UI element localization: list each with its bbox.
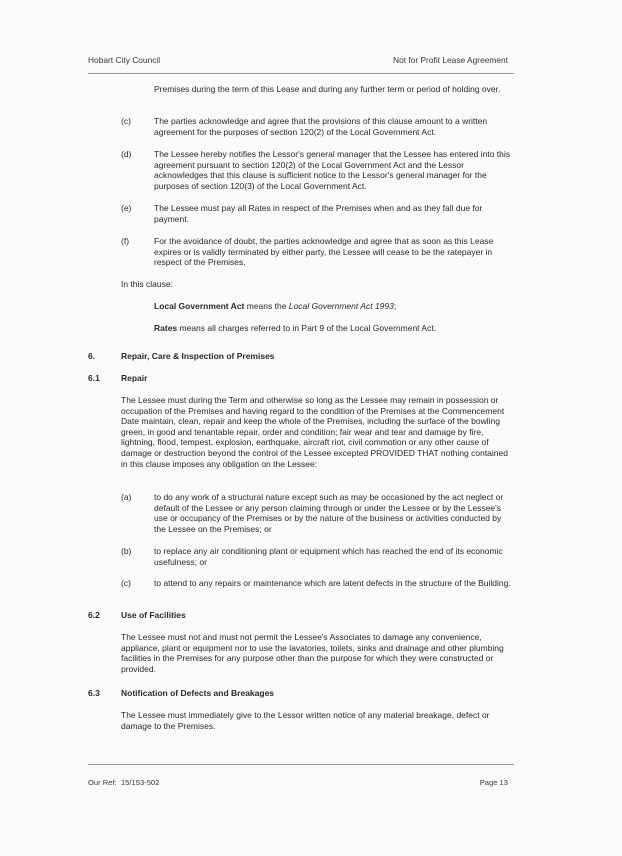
- item-label: (d): [121, 149, 132, 159]
- section-paragraph: The Lessee must during the Term and otherwise so long as the Lessee may remain in possession or occupation of the Premises and having regard to the condition of the Premises at the Commencement Date maintain, clean, repair and keep the whole of the Premises, including the surface of the bowling green, in good and tenantable repair, order and condition; fair wear and tear and damage by fire, lightning, flood, tempest, explosion, earthquake, aircraft riot, civil commotion or any other cause of damage or destruction beyond the control of the Lessee excepted PROVIDED THAT nothing contained in this clause imposes any obligation on the Lessee:: [121, 395, 508, 469]
- section-title: Notification of Defects and Breakages: [121, 688, 275, 698]
- page-number: Page 13: [479, 778, 508, 787]
- header-left: Hobart City Council: [88, 55, 161, 65]
- section-number: 6.1: [88, 373, 100, 383]
- section-paragraph: The Lessee must immediately give to the Lessor written notice of any material breakage, defect or damage to the Premises.: [121, 710, 490, 731]
- footer-ref: Our Ref: 15/153-502: [88, 778, 160, 787]
- item-text: For the avoidance of doubt, the parties acknowledge and agree that as soon as this Lease expires or is validly terminated by either party, the Lessee will cease to be the ratepayer in respect of the Premises.: [154, 236, 494, 268]
- item-label: (c): [121, 578, 131, 588]
- section-title: Repair, Care & Inspection of Premises: [121, 351, 275, 361]
- item-label: (e): [121, 203, 132, 213]
- header-rule: [88, 73, 514, 74]
- item-label: (c): [121, 116, 131, 126]
- footer-rule: [88, 764, 514, 765]
- in-this-clause: In this clause:: [121, 279, 173, 289]
- section-title: Repair: [121, 373, 148, 383]
- item-text: The Lessee must pay all Rates in respect of the Premises when and as they fall due for payment.: [154, 203, 483, 224]
- section-number: 6.: [88, 351, 96, 361]
- section-number: 6.3: [88, 688, 100, 698]
- section-paragraph: The Lessee must not and must not permit the Lessee's Associates to damage any convenience, appliance, plant or equipment nor to use the lavatories, toilets, sinks and drainage and other plumbing facilities in the Premises for any purpose other than the purpose for which they were constructed or provided.: [121, 632, 504, 674]
- header-right: Not for Profit Lease Agreement: [393, 55, 508, 65]
- item-text: The Lessee hereby notifies the Lessor's general manager that the Lessee has entered into this agreement pursuant to section 120(2) of the Local Government Act and the Lessor acknowledges that this clause is sufficient notice to the Lessor's general manager for the purposes of section 120(3) of the Local Government Act.: [154, 149, 511, 191]
- section-title: Use of Facilities: [121, 610, 186, 620]
- definition-rates: Rates means all charges referred to in Part 9 of the Local Government Act.: [154, 323, 437, 333]
- item-text: The parties acknowledge and agree that the provisions of this clause amount to a written agreement for the purposes of section 120(2) of the Local Government Act.: [154, 116, 488, 137]
- item-text: to attend to any repairs or maintenance which are latent defects in the structure of the Building.: [154, 578, 511, 588]
- item-label: (f): [121, 236, 130, 246]
- continued-paragraph: Premises during the term of this Lease and during any further term or period of holding over.: [154, 84, 501, 94]
- section-number: 6.2: [88, 610, 100, 620]
- definition-local-government-act: Local Government Act means the Local Government Act 1993;: [154, 301, 397, 311]
- item-text: to do any work of a structural nature except such as may be occasioned by the act neglect or default of the Lessee or any person claiming through or under the Lessee or by the Lessee's use or occupancy of the Premises or by the nature of the business or activities conducted by the Lessee on the Premises; or: [154, 492, 504, 534]
- item-label: (a): [121, 492, 132, 502]
- item-text: to replace any air conditioning plant or equipment which has reached the end of its economic usefulness; or: [154, 546, 503, 567]
- item-label: (b): [121, 546, 132, 556]
